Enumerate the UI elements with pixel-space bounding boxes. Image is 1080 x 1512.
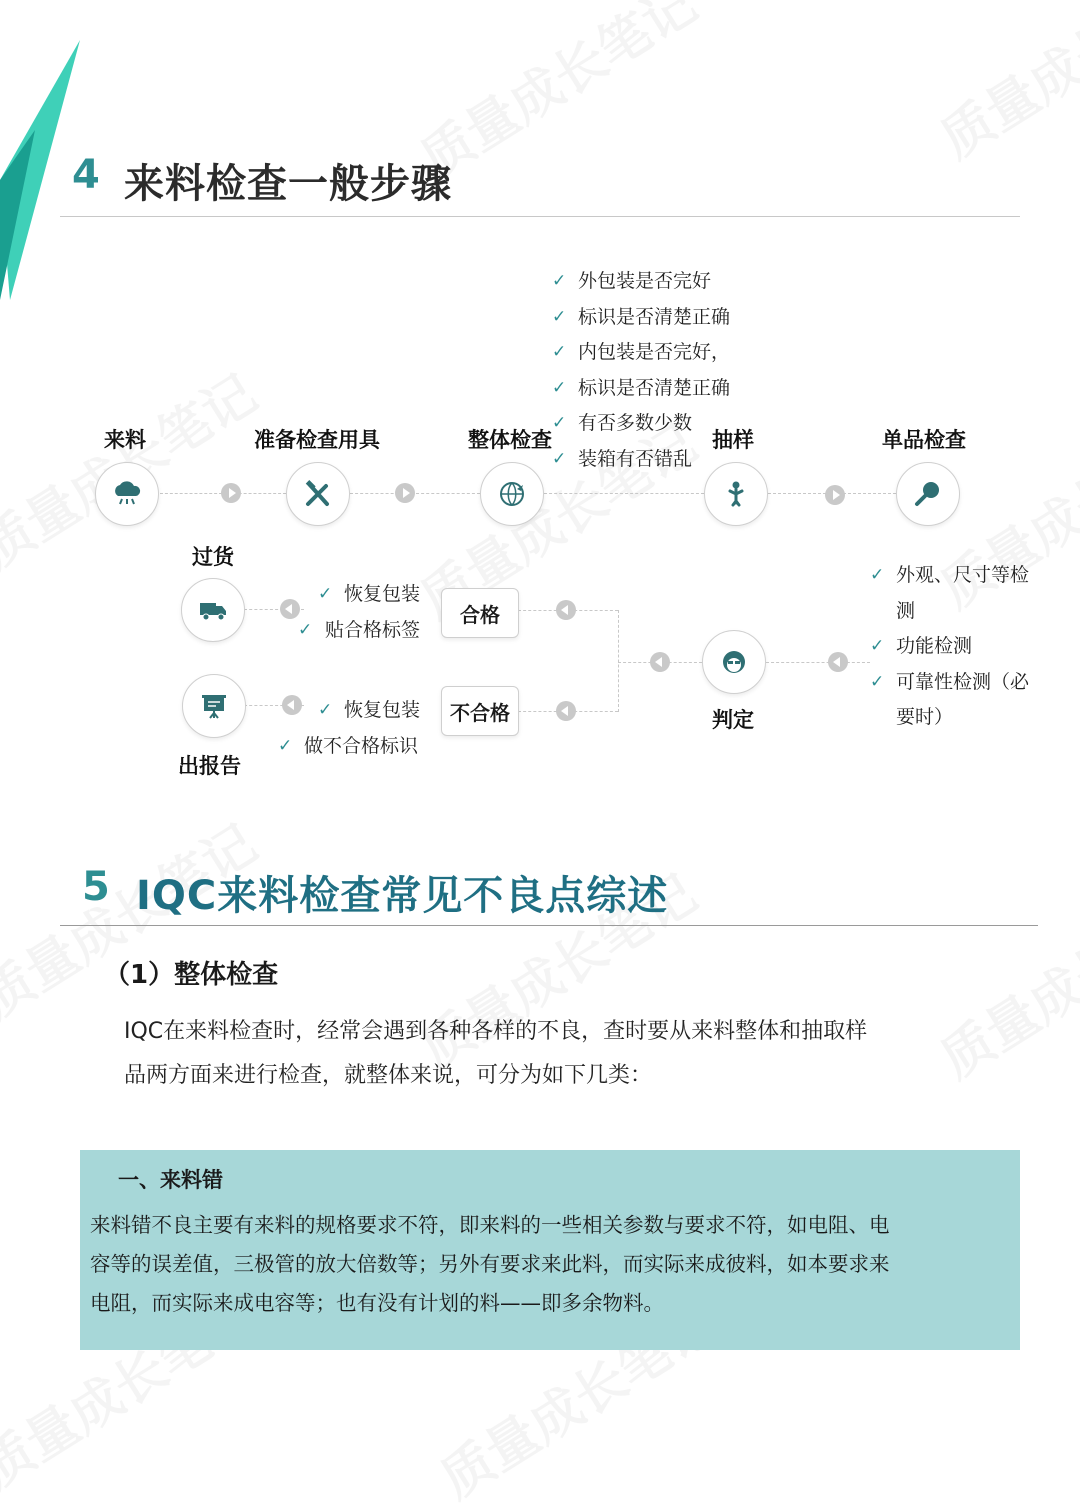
step-label-incoming: 来料 xyxy=(104,428,146,452)
list-item: ✓ 外观、尺寸等检测 xyxy=(870,558,1040,629)
fail-box: 不合格 xyxy=(441,686,519,736)
arrow-left-icon xyxy=(828,652,848,672)
list-item: ✓ 标识是否清楚正确 xyxy=(552,371,730,407)
list-item: ✓ 装箱有否错乱 xyxy=(552,442,730,478)
cloud-icon xyxy=(95,462,159,526)
watermark xyxy=(924,0,1080,172)
unit-check-list xyxy=(870,558,1040,736)
list-item: ✓ 有否多数少数 xyxy=(552,406,730,442)
pass-action-list xyxy=(298,576,420,648)
list-item: ✓ 做不合格标识 xyxy=(278,728,420,764)
panel-body xyxy=(90,1206,890,1323)
list-item: ✓ 可靠性检测（必要时） xyxy=(870,665,1040,736)
list-item: ✓ 贴合格标签 xyxy=(298,612,420,648)
arrow-right-icon xyxy=(825,485,845,505)
divider xyxy=(60,925,1038,926)
connector xyxy=(544,493,704,494)
connector xyxy=(618,610,619,712)
list-item: ✓ 恢复包装 xyxy=(318,692,420,728)
pass-box: 合格 xyxy=(441,588,519,638)
list-item: ✓ 内包装是否完好， xyxy=(552,335,730,371)
truck-icon xyxy=(181,578,245,642)
panel-heading: 一、来料错 xyxy=(118,1168,223,1192)
divider xyxy=(60,216,1020,217)
connector xyxy=(766,662,870,663)
arrow-left-icon xyxy=(556,600,576,620)
arrow-left-icon xyxy=(650,652,670,672)
list-item: ✓ 恢复包装 xyxy=(318,576,420,612)
judge-icon xyxy=(702,630,766,694)
panel-line: 电阻，而实际来成电容等；也有没有计划的料——即多余物料。 xyxy=(90,1291,664,1315)
paragraph xyxy=(124,1010,867,1098)
report-icon xyxy=(182,674,246,738)
section-number: 4 xyxy=(72,152,100,198)
magnifier-icon xyxy=(896,462,960,526)
arrow-left-icon xyxy=(556,701,576,721)
list-item: ✓ 标识是否清楚正确 xyxy=(552,300,730,336)
step-label-sampling: 抽样 xyxy=(712,428,754,452)
globe-icon xyxy=(480,462,544,526)
arrow-left-icon xyxy=(280,599,300,619)
section-number: 5 xyxy=(82,864,110,910)
list-item: ✓ 外包装是否完好 xyxy=(552,264,730,300)
arrow-right-icon xyxy=(221,483,241,503)
step-label-unit-check: 单品检查 xyxy=(882,428,966,452)
step-label-prepare-tools: 准备检查用具 xyxy=(254,428,380,452)
paragraph-line: 品两方面来进行检查，就整体来说，可分为如下几类： xyxy=(124,1063,653,1088)
overall-check-list xyxy=(552,264,730,477)
arrow-right-icon xyxy=(395,483,415,503)
watermark xyxy=(924,863,1080,1092)
pass-result-label: 过货 xyxy=(192,545,234,569)
panel-line: 容等的误差值，三极管的放大倍数等；另外有要求来此料，而实际来成彼料，如本要求来 xyxy=(90,1252,890,1276)
fail-result-label: 出报告 xyxy=(178,754,241,778)
subheading: （1）整体检查 xyxy=(104,960,279,990)
arrow-left-icon xyxy=(282,695,302,715)
connector xyxy=(350,493,480,494)
judge-label: 判定 xyxy=(712,708,754,732)
step-label-overall-check: 整体检查 xyxy=(468,428,552,452)
tools-icon xyxy=(286,462,350,526)
list-item: ✓ 功能检测 xyxy=(870,629,1040,665)
panel-line: 来料错不良主要有来料的规格要求不符，即来料的一些相关参数与要求不符，如电阻、电 xyxy=(90,1213,890,1237)
person-icon xyxy=(704,462,768,526)
section-title: 来料检查一般步骤 xyxy=(124,161,452,207)
section-title: IQC来料检查常见不良点综述 xyxy=(136,873,669,919)
paragraph-line: IQC在来料检查时，经常会遇到各种各样的不良，查时要从来料整体和抽取样 xyxy=(124,1019,868,1044)
